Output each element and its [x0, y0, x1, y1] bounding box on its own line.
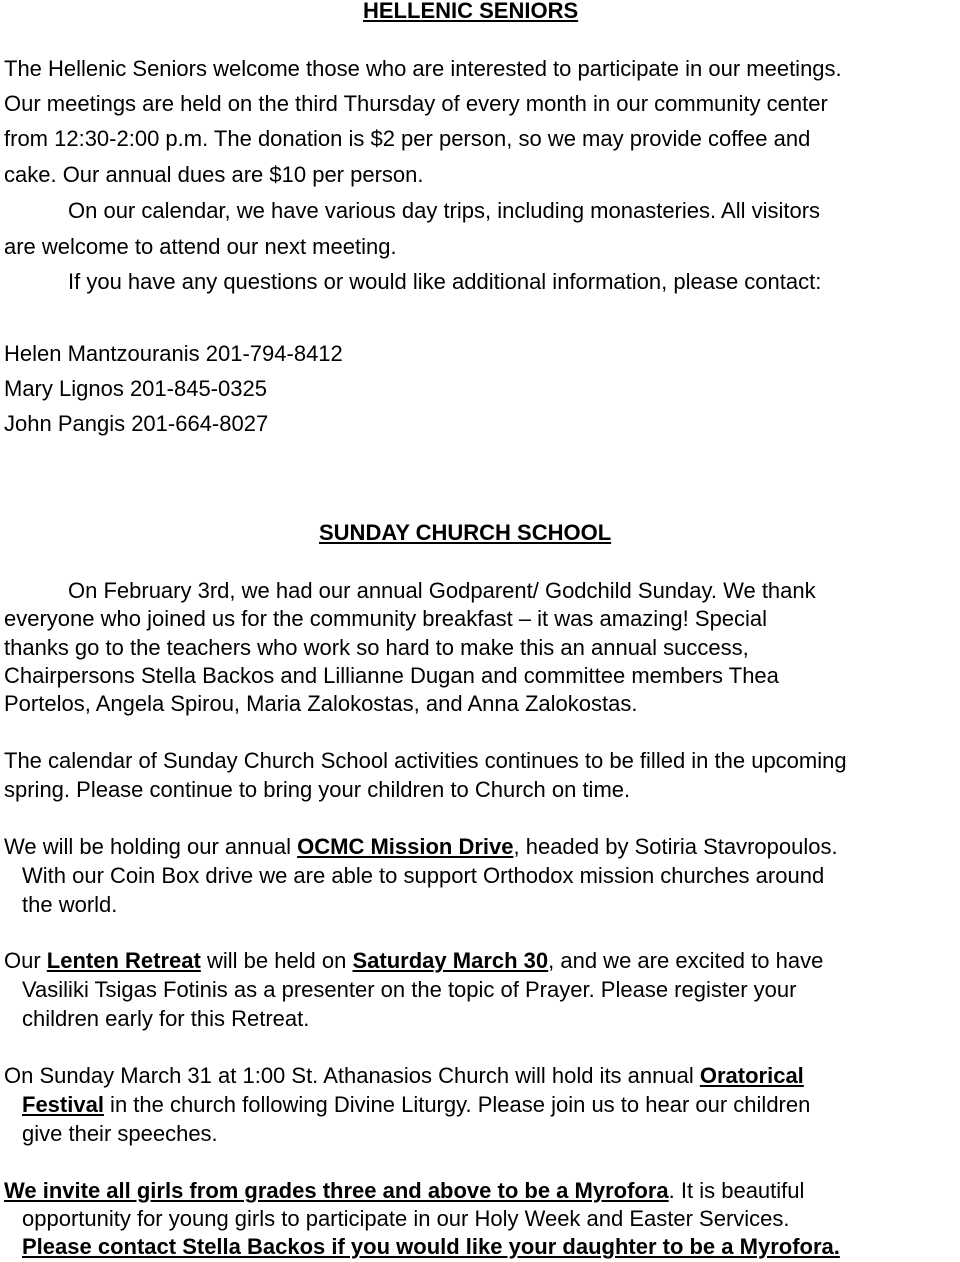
- cs-p6-line-3: [22, 1232, 840, 1261]
- cs-p4-line-2: Vasiliki Tsigas Fotinis as a presenter on the topic of Prayer. Please register your: [22, 977, 797, 1002]
- cs-p6-line-2: opportunity for young girls to participate in our Holy Week and Easter Services.: [22, 1206, 790, 1231]
- oratorical-link[interactable]: Oratorical: [699, 1063, 804, 1088]
- hellenic-line-6: are welcome to attend our next meeting.: [4, 234, 397, 259]
- cs-p4-text-b: will be held on: [200, 948, 353, 973]
- hellenic-line-5: On our calendar, we have various day trips, including monasteries. All visitors: [68, 198, 821, 223]
- ocmc-mission-drive-link[interactable]: OCMC Mission Drive: [297, 834, 514, 859]
- cs-p4-text-c: , and we are excited to have: [548, 948, 824, 973]
- hellenic-line-3: from 12:30-2:00 p.m. The donation is $2 per person, so we may provide coffee and: [4, 126, 811, 151]
- cs-p1-line-3: thanks go to the teachers who work so hard to make this an annual success,: [4, 635, 749, 660]
- cs-p5-text-a: On Sunday March 31 at 1:00 St. Athanasios Church will hold its annual: [4, 1063, 700, 1088]
- cs-p5-text-b: in the church following Divine Liturgy. Please join us to hear our children: [103, 1092, 811, 1117]
- contact-mary: Mary Lignos 201-845-0325: [4, 376, 267, 401]
- cs-p4-line-1: [4, 946, 823, 975]
- contact-helen: Helen Mantzouranis 201-794-8412: [4, 341, 343, 366]
- saturday-march-30-link[interactable]: Saturday March 30: [352, 948, 549, 973]
- cs-p1-line-1: On February 3rd, we had our annual Godparent/ Godchild Sunday. We thank: [68, 578, 816, 603]
- cs-p5-line-2: [22, 1090, 810, 1119]
- cs-p3-line-3: the world.: [22, 892, 118, 917]
- cs-p1-line-4: Chairpersons Stella Backos and Lillianne Dugan and committee members Thea: [4, 663, 779, 688]
- contact-john: John Pangis 201-664-8027: [4, 411, 269, 436]
- cs-p1-line-2: everyone who joined us for the community breakfast – it was amazing! Special: [4, 606, 768, 631]
- contact-stella-link[interactable]: Please contact Stella Backos if you would like your daughter to be a Myrofora.: [22, 1234, 840, 1259]
- cs-p3-text-a: We will be holding our annual: [4, 834, 298, 859]
- cs-p1-line-5: Portelos, Angela Spirou, Maria Zalokostas, and Anna Zalokostas.: [4, 691, 638, 716]
- cs-p4-line-3: children early for this Retreat.: [22, 1006, 310, 1031]
- cs-p2-line-2: spring. Please continue to bring your children to Church on time.: [4, 777, 631, 802]
- cs-p2-line-1: The calendar of Sunday Church School activities continues to be filled in the upcoming: [4, 748, 847, 773]
- cs-p5-line-3: give their speeches.: [22, 1121, 218, 1146]
- hellenic-line-2: Our meetings are held on the third Thursday of every month in our community center: [4, 91, 828, 116]
- cs-p3-line-1: [4, 832, 838, 861]
- hellenic-line-4: cake. Our annual dues are $10 per person.: [4, 162, 424, 187]
- lenten-retreat-link[interactable]: Lenten Retreat: [46, 948, 201, 973]
- myrofora-invite-link[interactable]: We invite all girls from grades three and above to be a Myrofora: [4, 1178, 669, 1203]
- church-school-title: SUNDAY CHURCH SCHOOL: [319, 520, 612, 545]
- festival-link[interactable]: Festival: [22, 1092, 104, 1117]
- cs-p5-line-1: [4, 1061, 804, 1090]
- hellenic-line-1: The Hellenic Seniors welcome those who are interested to participate in our meetings.: [4, 56, 842, 81]
- cs-p6-line-1: [4, 1176, 804, 1205]
- cs-p3-line-2: With our Coin Box drive we are able to support Orthodox mission churches around: [22, 863, 825, 888]
- cs-p4-text-a: Our: [4, 948, 47, 973]
- hellenic-line-7: If you have any questions or would like additional information, please contact:: [68, 269, 822, 294]
- hellenic-seniors-title: HELLENIC SENIORS: [363, 0, 579, 23]
- cs-p3-text-b: , headed by Sotiria Stavropoulos.: [513, 834, 838, 859]
- cs-p6-text-a: . It is beautiful: [668, 1178, 805, 1203]
